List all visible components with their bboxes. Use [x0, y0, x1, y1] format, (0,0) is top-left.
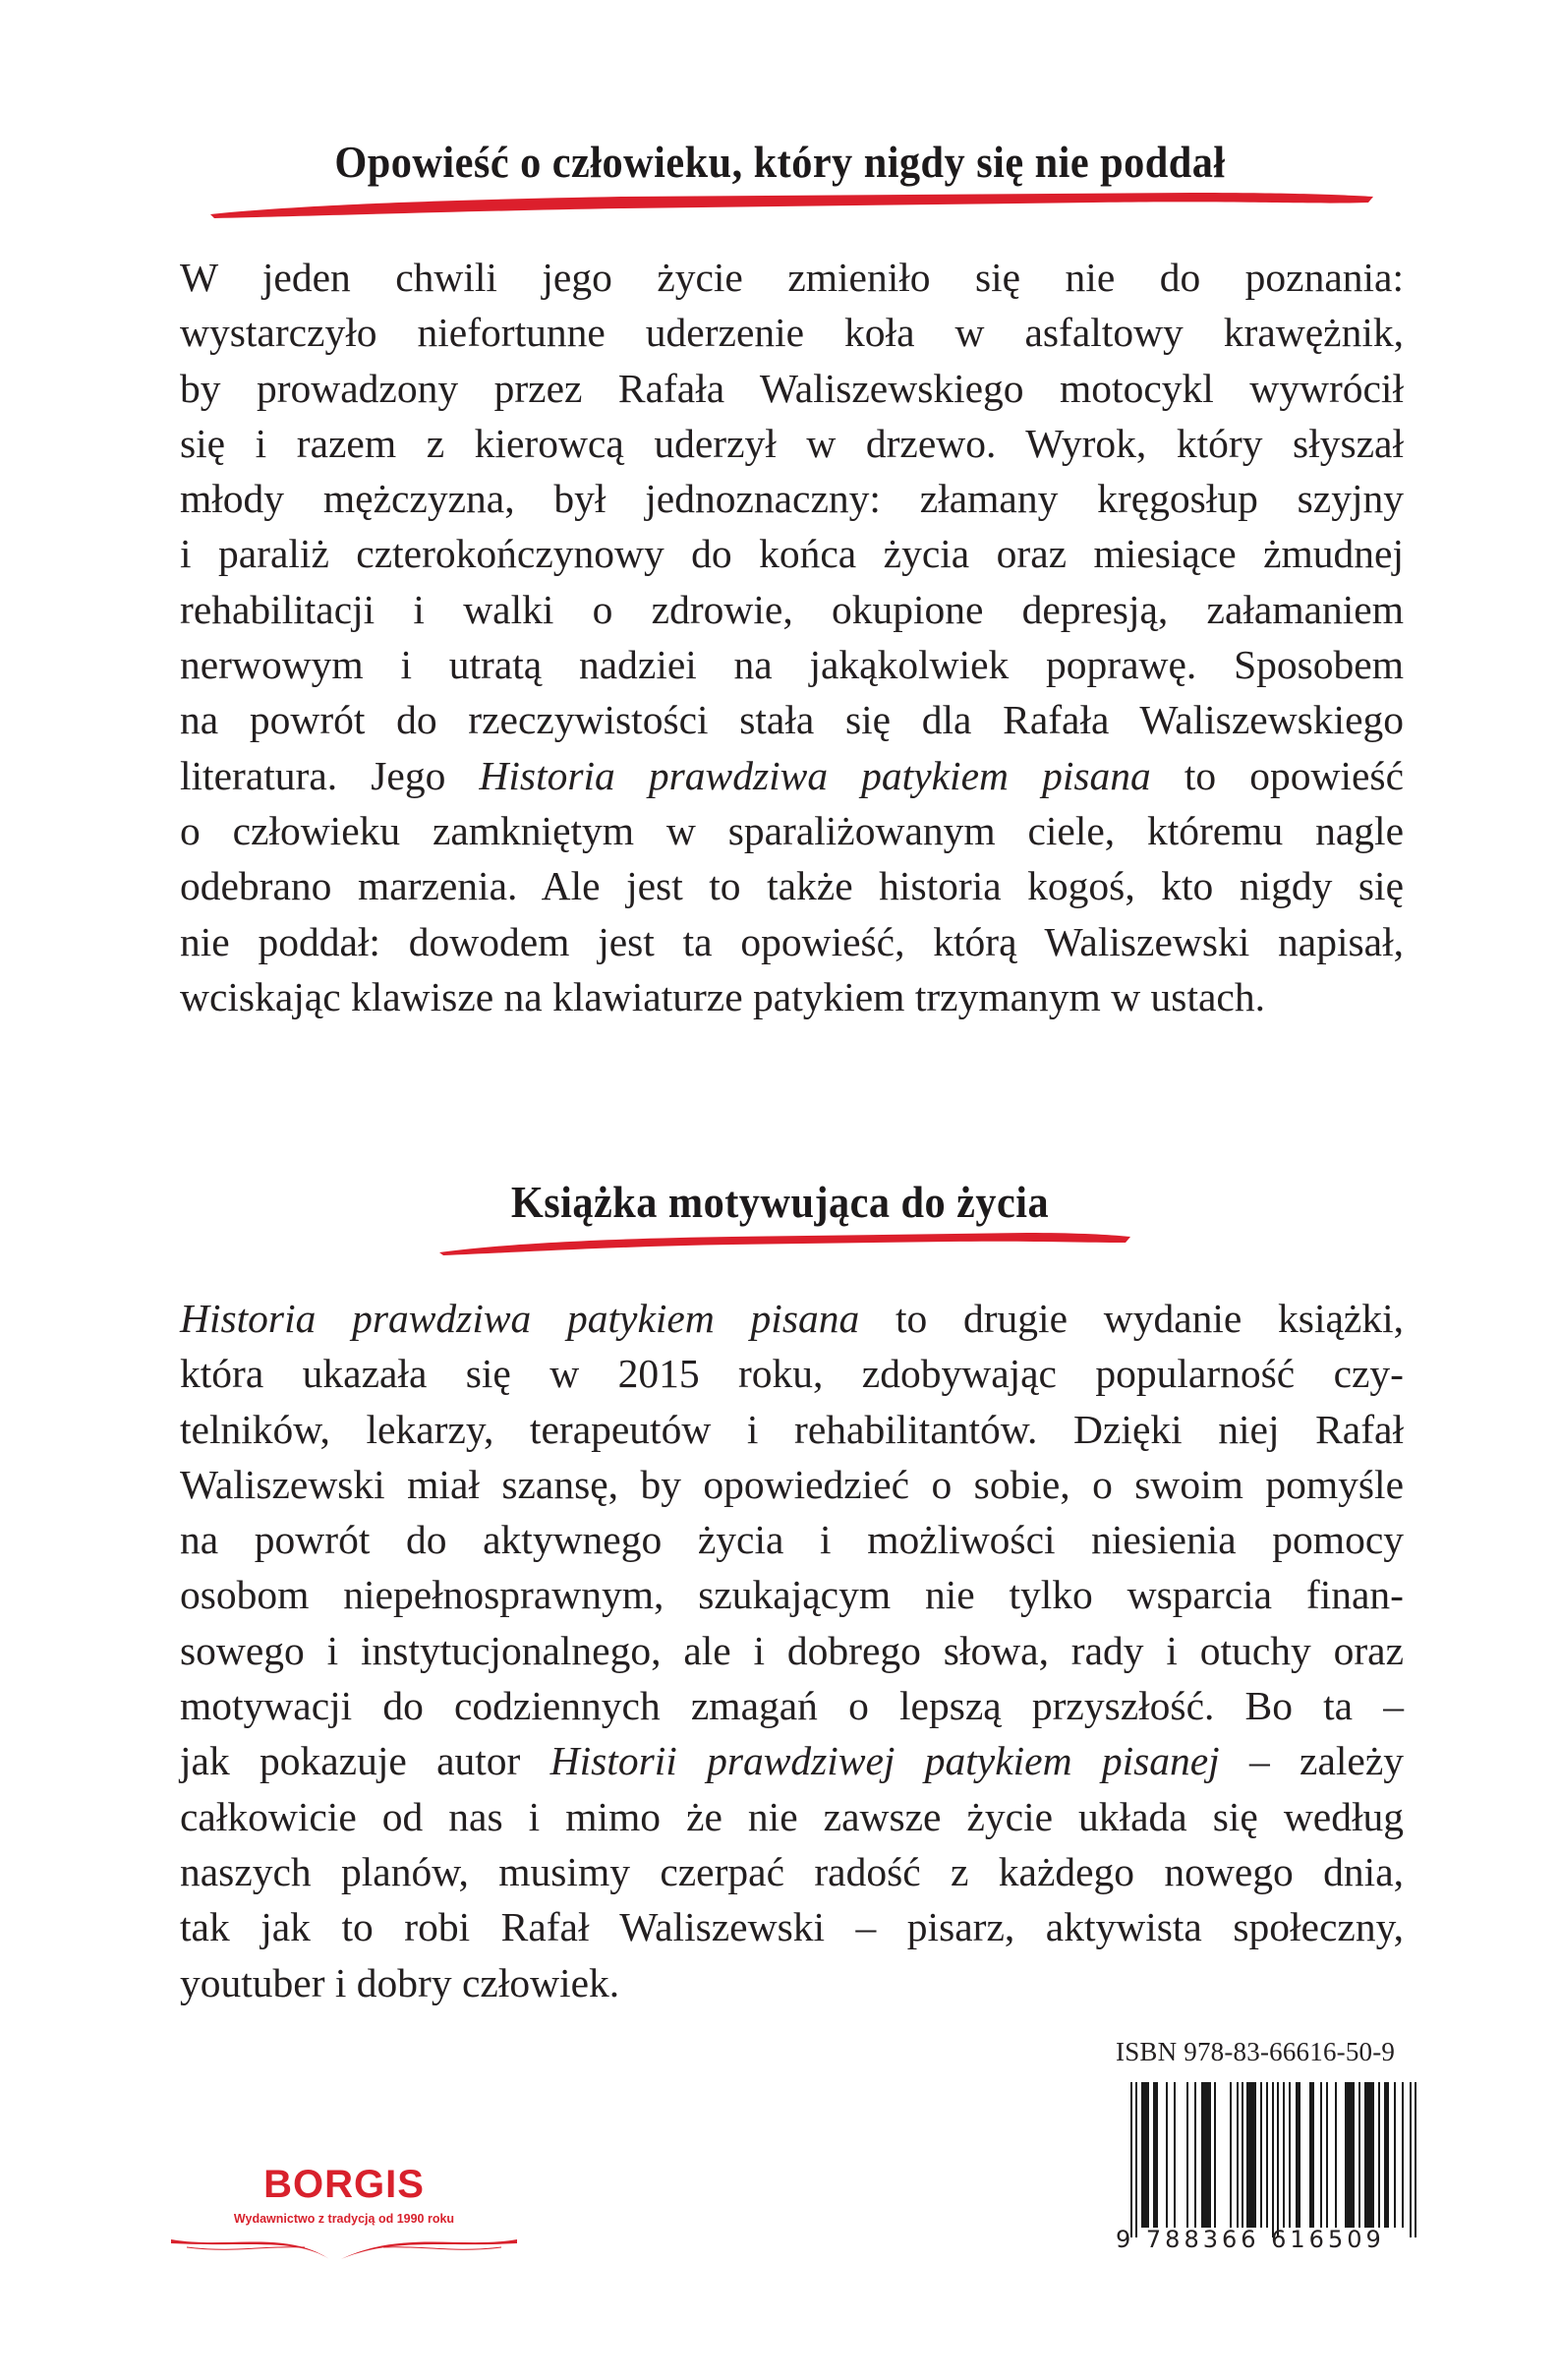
text-line: młody mężczyzna, był jednoznaczny: złamany kręgosłup szyjny [180, 476, 1404, 522]
text-line: wystarczyło niefortunne uderzenie koła w asfaltowy krawężnik, [180, 310, 1404, 356]
isbn-label: ISBN 978-83-66616-50-9 [1116, 2037, 1396, 2066]
text-line: telników, lekarzy, terapeutów i rehabilitantów. Dzięki niej Rafał [180, 1406, 1404, 1452]
section-title-story: Opowieść o człowieku, który nigdy się nie poddał [334, 137, 1226, 187]
text-line: która ukazała się w 2015 roku, zdobywając popularność czy- [180, 1351, 1404, 1397]
publisher-logo [167, 2163, 521, 2271]
text-line: odebrano marzenia. Ale jest to także historia kogoś, kto nigdy się [180, 863, 1404, 909]
book-title-italic: Historia prawdziwa patykiem pisana [180, 1296, 860, 1341]
text-line: na powrót do aktywnego życia i możliwości niesienia pomocy [180, 1517, 1404, 1563]
text-line-with-title: Historia prawdziwa patykiem pisana to drugie wydanie książki, [180, 1296, 1404, 1341]
text-line: by prowadzony przez Rafała Waliszewskiego motocykl wywrócił [180, 365, 1404, 411]
text-line: nerwowym i utratą nadziei na jakąkolwiek poprawę. Sposobem [180, 642, 1404, 688]
publisher-name: BORGIS [263, 2163, 425, 2206]
section-title-motivation: Książka motywująca do życia [510, 1177, 1050, 1227]
text-line: naszych planów, musimy czerpać radość z każdego nowego dnia, [180, 1848, 1404, 1894]
text-line: tak jak to robi Rafał Waliszewski – pisarz, aktywista społeczny, [180, 1904, 1404, 1950]
text-line: wciskając klawisze na klawiaturze patykiem trzymanym w ustach. [180, 973, 1265, 1019]
text-line: osobom niepełnosprawnym, szukającym nie tylko wsparcia finan- [180, 1572, 1404, 1618]
text-line: Waliszewski miał szansę, by opowiedzieć o sobie, o swoim pomyśle [180, 1461, 1404, 1507]
text-line: się i razem z kierowcą uderzył w drzewo. Wyrok, który słyszał [180, 420, 1404, 466]
red-brush-underline [437, 1227, 1135, 1256]
story-paragraph [180, 250, 1404, 1024]
text-line-with-title: literatura. Jego Historia prawdziwa patykiem pisana to opowieść [180, 752, 1404, 798]
text-line: o człowieku zamkniętym w sparaliżowanym ciele, któremu nagle [180, 807, 1404, 853]
text-line: W jeden chwili jego życie zmieniło się nie do poznania: [180, 255, 1404, 300]
text-line: motywacji do codziennych zmagań o lepszą przyszłość. Bo ta – [180, 1683, 1404, 1729]
text-line: sowego i instytucjonalnego, ale i dobrego słowa, rady i otuchy oraz [180, 1627, 1404, 1673]
text-line: na powrót do rzeczywistości stała się dla Rafała Waliszewskiego [180, 697, 1404, 743]
text-line: nie poddał: dowodem jest ta opowieść, którą Waliszewski napisał, [180, 918, 1404, 964]
book-title-italic: Historia prawdziwa patykiem pisana [479, 752, 1151, 798]
barcode-digits: 9 788366 616509 [1116, 2226, 1385, 2253]
text-line: całkowicie od nas i mimo że nie zawsze życie układa się według [180, 1793, 1404, 1839]
motivation-paragraph [180, 1291, 1404, 2010]
book-title-italic: Historii prawdziwej patykiem pisanej [549, 1738, 1220, 1784]
open-book-swoosh-icon [167, 2226, 521, 2265]
text-line: rehabilitacji i walki o zdrowie, okupione depresją, załamaniem [180, 586, 1404, 632]
publisher-tagline: Wydawnictwo z tradycją od 1990 roku [233, 2212, 455, 2226]
barcode-icon [1130, 2082, 1445, 2249]
text-line: i paraliż czterokończynowy do końca życia oraz miesiące żmudnej [180, 531, 1404, 577]
red-brush-underline [208, 187, 1378, 220]
text-line-with-title: jak pokazuje autor Historii prawdziwej patykiem pisanej – zależy [180, 1738, 1405, 1784]
text-line: youtuber i dobry człowiek. [180, 1959, 620, 2005]
